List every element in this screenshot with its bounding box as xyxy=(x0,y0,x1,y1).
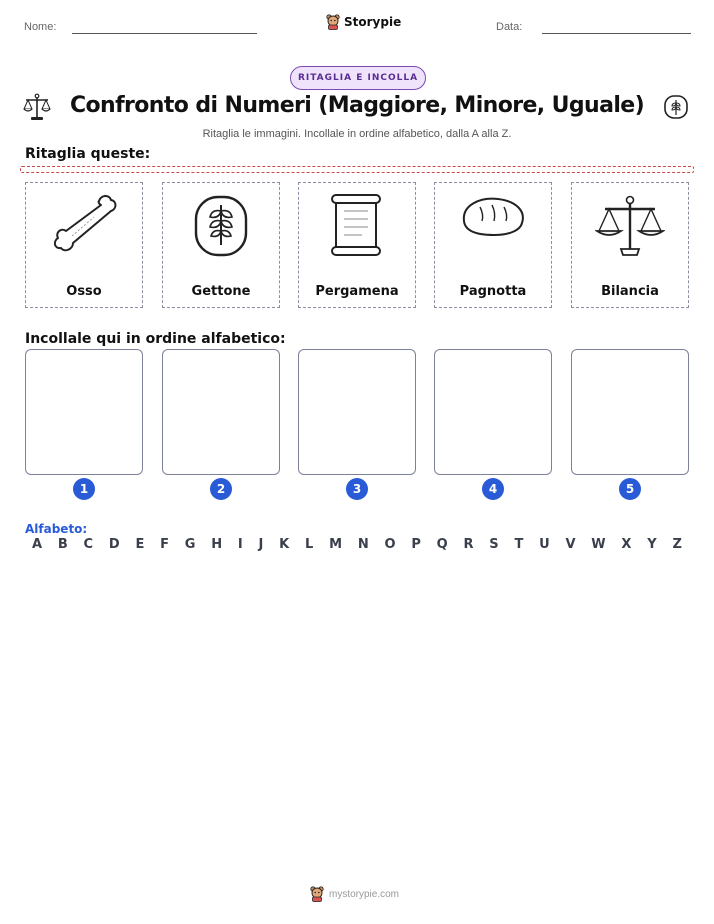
page-subtitle: Ritaglia le immagini. Incollale in ordine alfabetico, dalla A alla Z. xyxy=(202,128,512,140)
alphabet-letter: I xyxy=(237,537,243,552)
alphabet-letter: M xyxy=(329,537,343,552)
activity-badge: RITAGLIA E INCOLLA xyxy=(290,66,426,90)
bear-mascot-icon xyxy=(310,886,324,902)
alphabet-heading: Alfabeto: xyxy=(25,522,88,536)
paste-slot-4[interactable] xyxy=(434,349,552,475)
cut-card-label: Pagnotta xyxy=(459,284,527,299)
footer-url: mystorypie.com xyxy=(329,888,400,900)
alphabet-letter: R xyxy=(463,537,474,552)
cut-card-label: Bilancia xyxy=(601,284,659,299)
slot-number-4: 4 xyxy=(482,478,504,500)
alphabet-letter: A xyxy=(32,537,43,552)
alphabet-letter: G xyxy=(184,537,196,552)
date-line xyxy=(542,33,691,34)
token-icon xyxy=(663,94,689,120)
alphabet-letter: L xyxy=(305,537,314,552)
bread-icon xyxy=(458,191,528,241)
alphabet-letter: O xyxy=(384,537,396,552)
alphabet-letter: Q xyxy=(436,537,448,552)
brand-name: Storypie xyxy=(344,15,402,29)
paste-slot-5[interactable] xyxy=(571,349,689,475)
alphabet-letter: Z xyxy=(672,537,682,552)
cut-line xyxy=(20,166,694,173)
scroll-icon xyxy=(322,191,392,261)
alphabet-letter: P xyxy=(411,537,421,552)
page-title: Confronto di Numeri (Maggiore, Minore, Uguale) xyxy=(69,93,645,118)
slot-number-2: 2 xyxy=(210,478,232,500)
alphabet-letter: X xyxy=(621,537,632,552)
alphabet-letter: U xyxy=(539,537,550,552)
cut-card-gettone[interactable] xyxy=(162,182,280,308)
alphabet-row xyxy=(32,537,682,552)
paste-slot-3[interactable] xyxy=(298,349,416,475)
cut-card-label: Pergamena xyxy=(315,284,399,299)
alphabet-letter: W xyxy=(591,537,606,552)
cut-card-label: Osso xyxy=(66,284,102,299)
bear-mascot-icon xyxy=(326,14,340,30)
alphabet-letter: E xyxy=(135,537,145,552)
alphabet-letter: Y xyxy=(647,537,657,552)
alphabet-letter: J xyxy=(258,537,264,552)
scale-icon xyxy=(595,191,665,261)
alphabet-letter: C xyxy=(83,537,94,552)
slot-number-3: 3 xyxy=(346,478,368,500)
scale-icon xyxy=(23,92,51,122)
bone-icon xyxy=(49,191,119,259)
cut-card-pagnotta[interactable] xyxy=(434,182,552,308)
alphabet-letter: V xyxy=(565,537,576,552)
alphabet-letter: F xyxy=(160,537,170,552)
name-line xyxy=(72,33,257,34)
paste-slot-2[interactable] xyxy=(162,349,280,475)
token-icon xyxy=(186,191,256,259)
alphabet-letter: T xyxy=(514,537,524,552)
date-label: Data: xyxy=(496,21,523,33)
name-label: Nome: xyxy=(24,21,57,33)
footer xyxy=(310,886,399,902)
brand-logo xyxy=(326,14,401,30)
slot-number-1: 1 xyxy=(73,478,95,500)
paste-section-heading: Incollale qui in ordine alfabetico: xyxy=(25,331,286,347)
cut-card-bilancia[interactable] xyxy=(571,182,689,308)
alphabet-letter: B xyxy=(57,537,68,552)
cut-card-label: Gettone xyxy=(191,284,251,299)
slot-number-5: 5 xyxy=(619,478,641,500)
alphabet-letter: S xyxy=(489,537,499,552)
cut-card-pergamena[interactable] xyxy=(298,182,416,308)
cut-card-osso[interactable] xyxy=(25,182,143,308)
paste-slot-1[interactable] xyxy=(25,349,143,475)
cut-section-heading: Ritaglia queste: xyxy=(25,146,151,162)
alphabet-letter: H xyxy=(211,537,223,552)
alphabet-letter: D xyxy=(108,537,120,552)
alphabet-letter: K xyxy=(279,537,290,552)
alphabet-letter: N xyxy=(357,537,369,552)
